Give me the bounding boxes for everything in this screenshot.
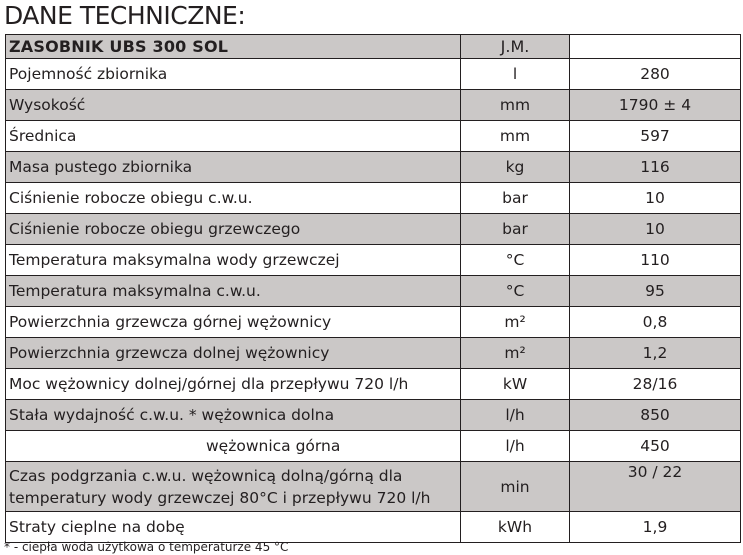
row-unit: bar (461, 183, 570, 214)
row-unit: mm (461, 90, 570, 121)
table-row (6, 307, 741, 338)
table-row (6, 338, 741, 369)
table-row (6, 400, 741, 431)
row-param: Masa pustego zbiornika (6, 152, 461, 183)
row-unit: m² (461, 307, 570, 338)
row-unit: kg (461, 152, 570, 183)
row-value: 10 (570, 214, 741, 245)
row-value: 28/16 (570, 369, 741, 400)
spec-table (5, 34, 741, 543)
row-value: 30 / 22 (570, 462, 741, 512)
row-value: 0,8 (570, 307, 741, 338)
row-value: 10 (570, 183, 741, 214)
row-param: Moc wężownicy dolnej/górnej dla przepływu 720 l/h (6, 369, 461, 400)
table-row (6, 369, 741, 400)
table-row (6, 183, 741, 214)
header-product-name: ZASOBNIK UBS 300 SOL (6, 35, 461, 59)
row-param: Powierzchnia grzewcza dolnej wężownicy (6, 338, 461, 369)
page-title: DANE TECHNICZNE: (4, 1, 246, 30)
row-unit: l/h (461, 400, 570, 431)
row-value: 850 (570, 400, 741, 431)
row-unit: °C (461, 245, 570, 276)
row-param: Średnica (6, 121, 461, 152)
row-value: 450 (570, 431, 741, 462)
table-row (6, 431, 741, 462)
row-param: Stała wydajność c.w.u. * wężownica dolna (6, 400, 461, 431)
row-unit: bar (461, 214, 570, 245)
row-param: Pojemność zbiornika (6, 59, 461, 90)
row-value: 1,2 (570, 338, 741, 369)
row-unit: °C (461, 276, 570, 307)
row-param: Powierzchnia grzewcza górnej wężownicy (6, 307, 461, 338)
footnote: * - ciepła woda użytkowa o temperaturze 45 °C (4, 540, 289, 554)
row-param: Czas podgrzania c.w.u. wężownicą dolną/górną dla temperatury wody grzewczej 80°C i przepływu 720 l/h (6, 462, 461, 512)
table-row (6, 462, 741, 512)
row-value: 116 (570, 152, 741, 183)
row-unit: kWh (461, 512, 570, 543)
table-row (6, 245, 741, 276)
row-unit: mm (461, 121, 570, 152)
row-value: 95 (570, 276, 741, 307)
row-unit: min (461, 462, 570, 512)
row-param: Ciśnienie robocze obiegu grzewczego (6, 214, 461, 245)
row-param: wężownica górna (6, 431, 461, 462)
header-value (570, 35, 741, 59)
table-row (6, 214, 741, 245)
row-value: 280 (570, 59, 741, 90)
row-param: Straty cieplne na dobę (6, 512, 461, 543)
row-value: 1,9 (570, 512, 741, 543)
table-row (6, 59, 741, 90)
row-value: 110 (570, 245, 741, 276)
row-param: Temperatura maksymalna c.w.u. (6, 276, 461, 307)
table-row (6, 276, 741, 307)
row-param: Wysokość (6, 90, 461, 121)
row-param: Ciśnienie robocze obiegu c.w.u. (6, 183, 461, 214)
row-param: Temperatura maksymalna wody grzewczej (6, 245, 461, 276)
table-row (6, 90, 741, 121)
table-header-row (6, 35, 741, 59)
table-row (6, 121, 741, 152)
row-unit: m² (461, 338, 570, 369)
row-unit: l (461, 59, 570, 90)
table-row (6, 152, 741, 183)
row-value: 1790 ± 4 (570, 90, 741, 121)
row-value: 597 (570, 121, 741, 152)
row-unit: l/h (461, 431, 570, 462)
row-unit: kW (461, 369, 570, 400)
header-unit: J.M. (461, 35, 570, 59)
table-row (6, 512, 741, 543)
